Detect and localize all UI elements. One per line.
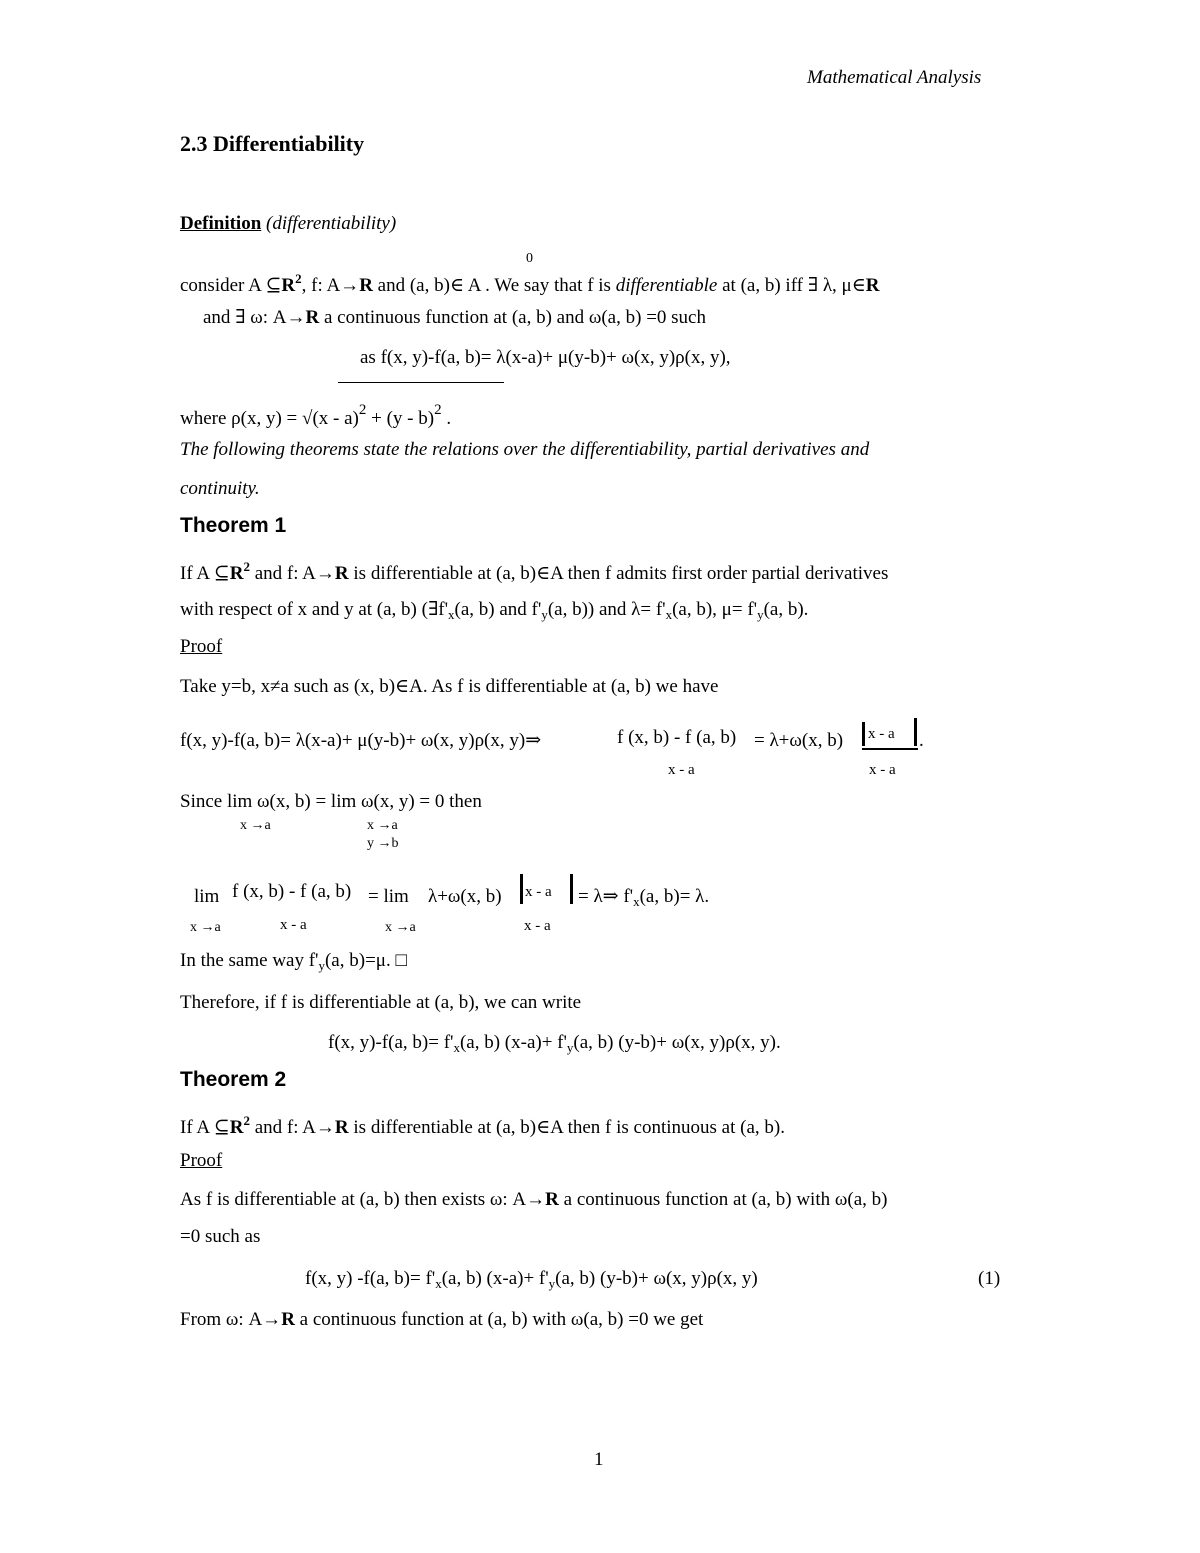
- italic-note-1: The following theorems state the relations over the differentiability, partial derivatives and: [180, 439, 870, 460]
- fraction-denominator: x - a: [668, 762, 695, 778]
- period: .: [919, 730, 924, 751]
- interior-mark: 0: [526, 251, 533, 266]
- theorem-2-title: Theorem 2: [180, 1068, 287, 1091]
- abs-bar-right: [914, 718, 917, 746]
- theorem-1-result-equation: f(x, y)-f(a, $b)= f'_x(a$, b) $(x-a)+ f'_y(a$, b) (y-b)+ ω(x, y)ρ(x, y).: [328, 1032, 781, 1055]
- same-way-line: In the same way $f'_y(a$, b)=μ. □: [180, 950, 407, 973]
- abs2-denominator: x - a: [524, 918, 551, 934]
- fraction-numerator: f (x, b) - f (a, b): [617, 727, 737, 748]
- limit-result: = λ⇒ $f'_x(a$, b)= λ.: [578, 886, 710, 909]
- abs-denominator: x - a: [869, 762, 896, 778]
- page-number: 1: [594, 1449, 604, 1470]
- theorem-1-title: Theorem 1: [180, 514, 287, 537]
- abs2-numerator: x - a: [525, 884, 552, 900]
- limit-sub-1: x →a: [190, 920, 221, 935]
- definition-line-2: and ∃ ω: A→R a continuous function at (a, b) and ω(a, b) =0 such: [203, 307, 706, 328]
- abs-numerator: x - a: [868, 726, 895, 742]
- definition-label: Definition: [180, 213, 262, 234]
- italic-note-2: continuity.: [180, 478, 260, 499]
- theorem-2-line-2: As f is differentiable at (a, b) then exists ω: A→R a continuous function at (a, b) with ω(a, b): [180, 1189, 888, 1210]
- theorem-1-take-line: Take y=b, x≠a such as (x, b)∈A. As f is differentiable at (a, b) we have: [180, 676, 719, 697]
- sqrt-overline: [338, 382, 504, 383]
- limit-sub-2: x →a: [385, 920, 416, 935]
- theorem-2-equation: f(x, y) -f(a, $b)= f'_x(a$, b) $(x-a)+ f'_y(a$, b) (y-b)+ ω(x, y)ρ(x, y): [305, 1268, 758, 1291]
- limit-word-1: lim: [194, 886, 220, 907]
- theorem-2-line-1: If A $⊆R^2$ and f: A→R is differentiable at (a, b)∈A then f is continuous at (a, b).: [180, 1113, 785, 1138]
- definition-line-1: consider A $⊆R^2$, f: A→R and (a, b)∈ A . We say that f is differentiable at (a, b) iff ∃ λ, μ∈R: [180, 271, 880, 296]
- equation-number: (1): [978, 1268, 1001, 1289]
- limit-fraction-numerator: f (x, b) - f (a, b): [232, 881, 352, 902]
- section-title: 2.3 Differentiability: [180, 131, 365, 156]
- theorem-2-proof-label: Proof: [180, 1150, 223, 1171]
- proof-equation-left: f(x, y)-f(a, b)= λ(x-a)+ μ(y-b)+ ω(x, y)ρ(x, y)⇒: [180, 730, 542, 751]
- since-line: Since lim ω(x, b) = lim ω(x, y) = 0 then: [180, 791, 482, 812]
- lim-sub-2: x →a: [367, 818, 398, 833]
- limit-fraction-denominator: x - a: [280, 917, 307, 933]
- therefore-line: Therefore, if f is differentiable at (a, b), we can write: [180, 992, 582, 1013]
- definition-equation: as f(x, y)-f(a, b)= λ(x-a)+ μ(y-b)+ ω(x, y)ρ(x, y),: [360, 347, 731, 368]
- abs-fraction-line: [862, 748, 918, 750]
- abs2-bar-right: [570, 874, 573, 904]
- abs-bar-left: [862, 722, 865, 746]
- limit-eq-mid: = lim: [368, 886, 409, 907]
- theorem-2-from-line: From ω: A→R a continuous function at (a, b) with ω(a, b) =0 we get: [180, 1309, 704, 1330]
- theorem-1-line-2: with respect of x and y at (a, b) ($\exists f'_x(a$, b) and $f'_y(a$, b)) and $\lambda= f'_x(a$, b), $\mu= f'_y(a$, b).: [180, 599, 809, 622]
- abs2-bar-left: [520, 874, 523, 904]
- theorem-1-line-1: If A $⊆R^2$ and f: A→R is differentiable at (a, b)∈A then f admits first order partial derivatives: [180, 559, 889, 584]
- definition-heading: [180, 214, 396, 235]
- theorem-1-proof-label: Proof: [180, 636, 223, 657]
- running-header: Mathematical Analysis: [807, 67, 982, 88]
- lim-sub-3: y →b: [367, 836, 399, 851]
- theorem-2-line-3: =0 such as: [180, 1226, 261, 1247]
- definition-paren: (differentiability): [266, 213, 397, 234]
- where-rho: where ρ(x, y) = √(x - a)$^2$ + (y - b)$^2$ .: [180, 402, 452, 429]
- proof-equation-mid: = λ+ω(x, b): [754, 730, 844, 751]
- limit-term: λ+ω(x, b): [428, 886, 502, 907]
- lim-sub-1: x →a: [240, 818, 271, 833]
